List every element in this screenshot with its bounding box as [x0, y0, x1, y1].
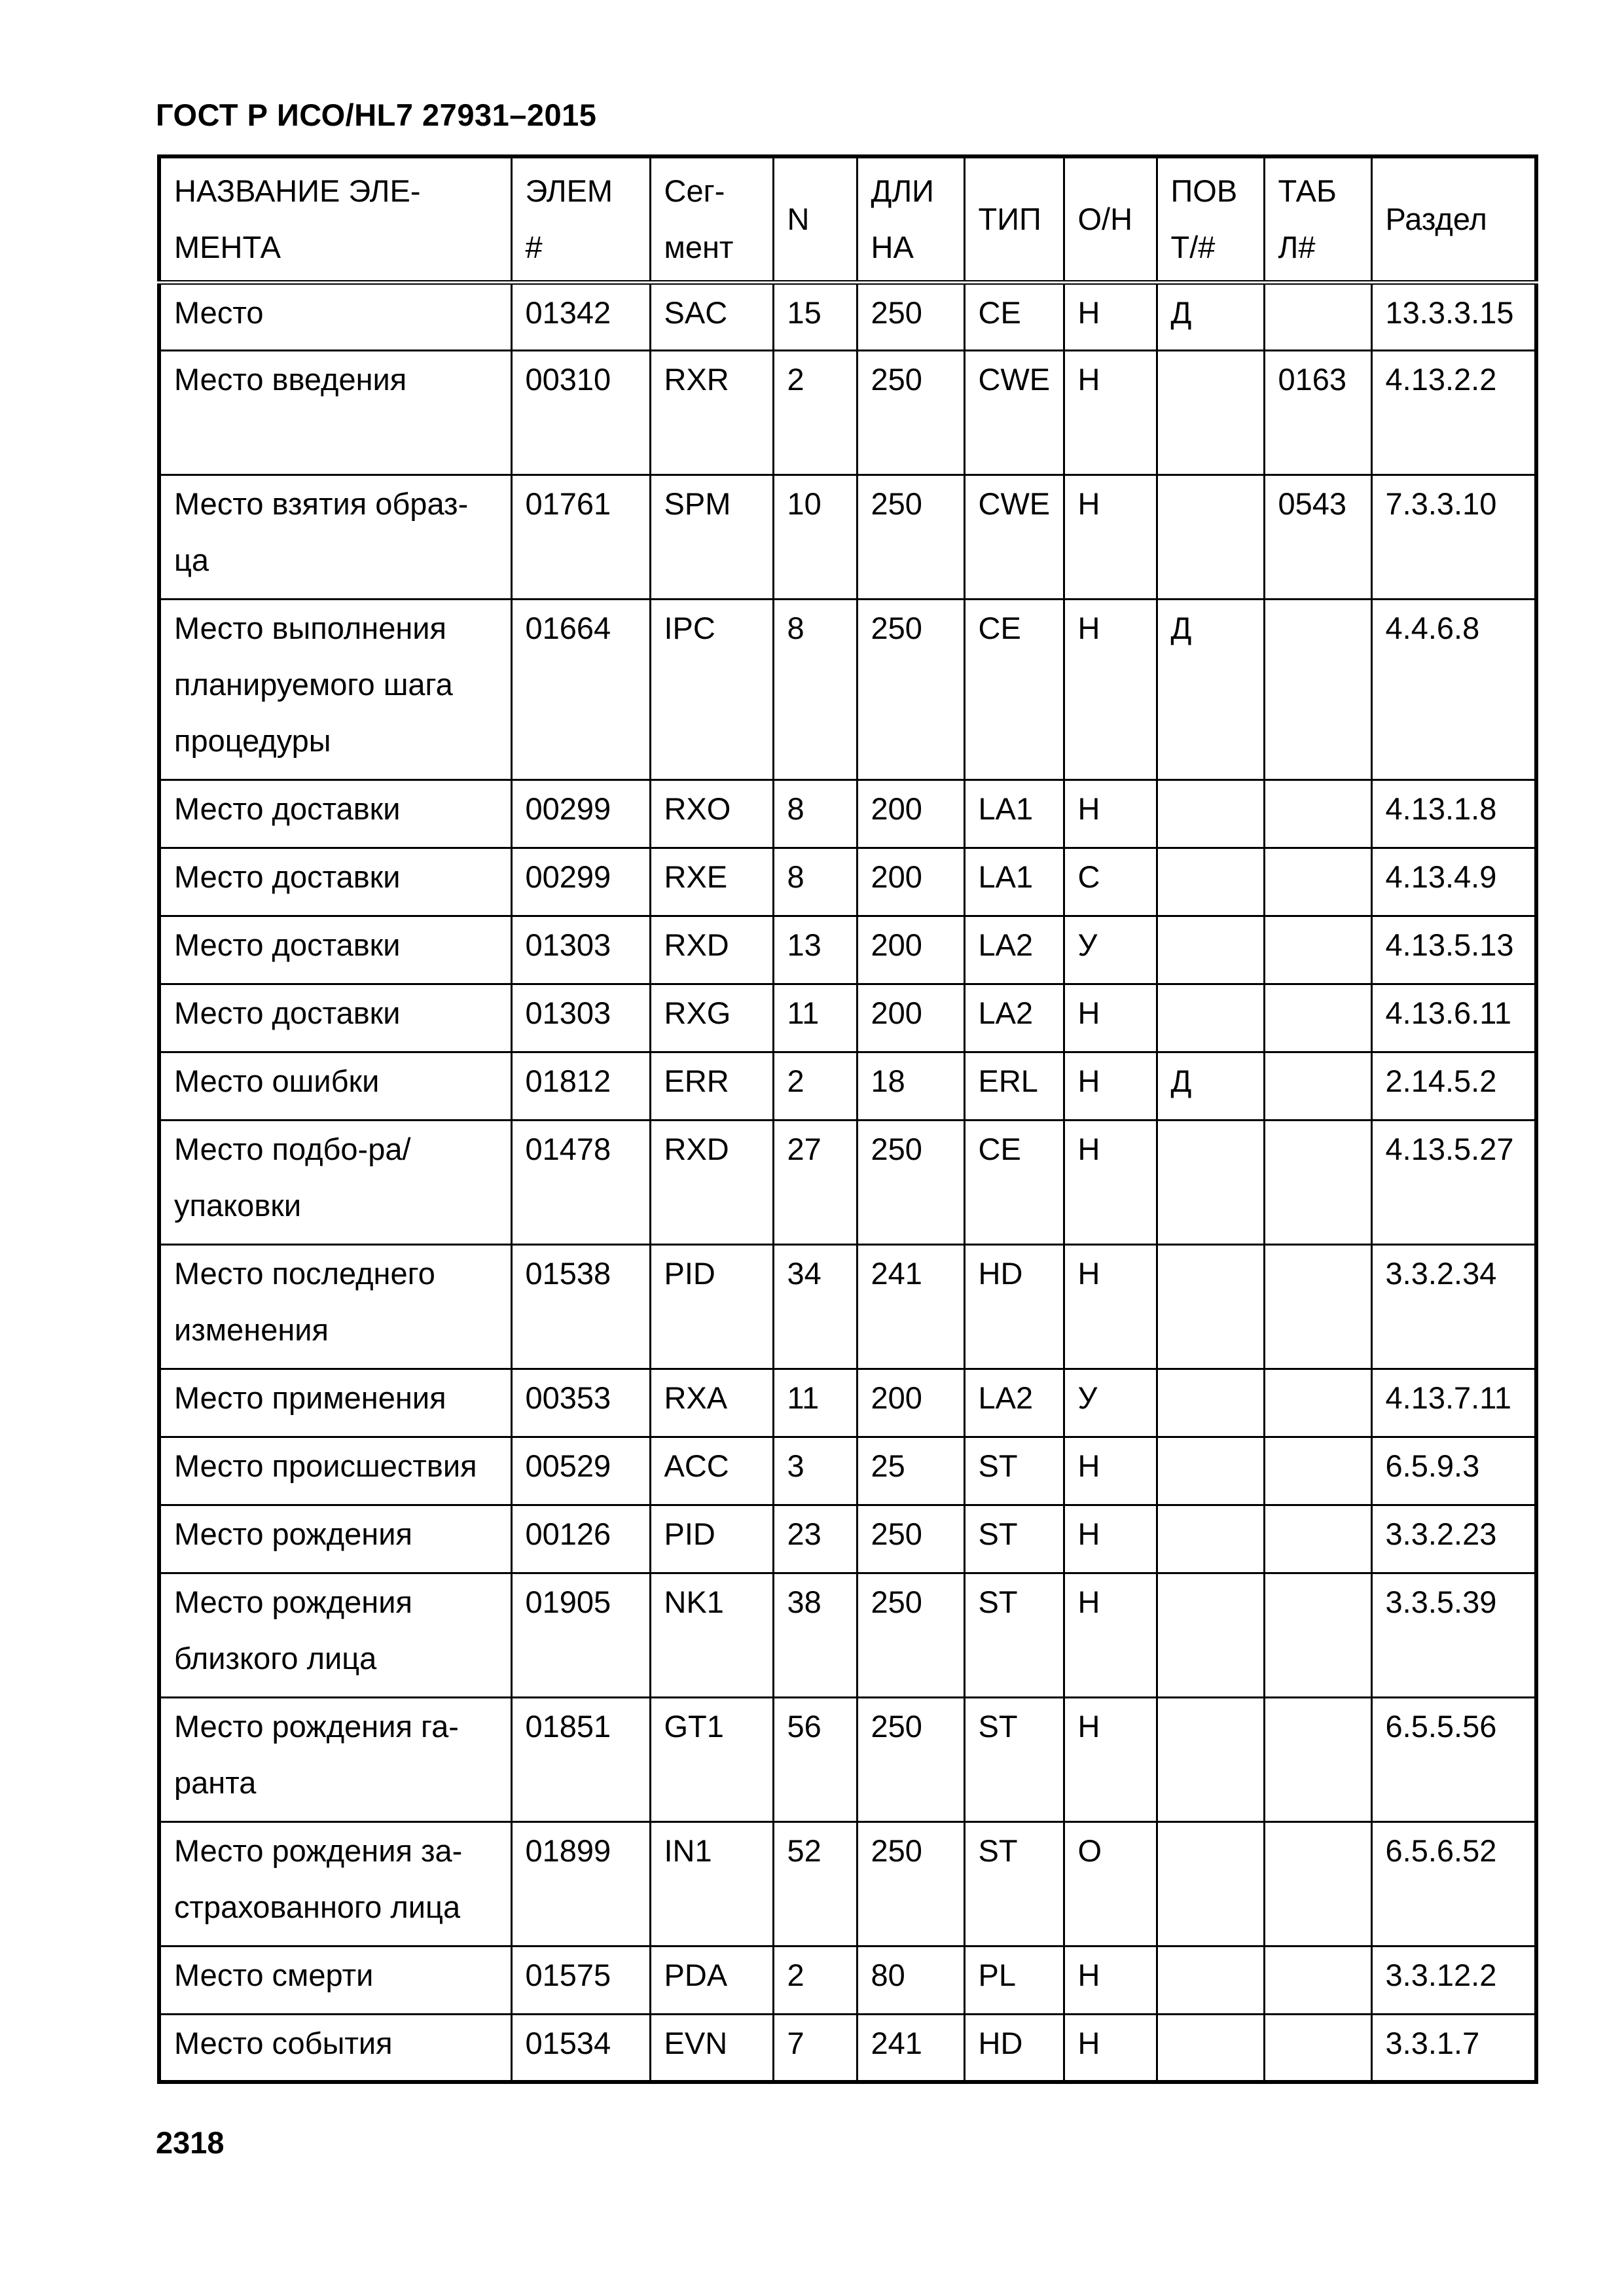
- cell-optionality: Н: [1064, 1120, 1157, 1244]
- cell-name: Место рождения близкого лица: [159, 1573, 511, 1697]
- cell-table: [1264, 1437, 1371, 1505]
- table-row: [159, 984, 1536, 1052]
- table-row: [159, 1244, 1536, 1369]
- cell-segment: RXA: [650, 1369, 773, 1437]
- column-header-section: [1371, 156, 1536, 282]
- cell-segment: ERR: [650, 1052, 773, 1120]
- cell-optionality: Н: [1064, 1052, 1157, 1120]
- column-header-table-line2: Л#: [1278, 229, 1316, 264]
- cell-table: 0163: [1264, 350, 1371, 475]
- cell-length: 18: [857, 1052, 964, 1120]
- table-row: [159, 1369, 1536, 1437]
- cell-type: CE: [964, 1120, 1064, 1244]
- cell-type: LA1: [964, 848, 1064, 916]
- cell-section: 3.3.2.23: [1371, 1505, 1536, 1573]
- cell-repetition: [1157, 1505, 1264, 1573]
- cell-optionality: Н: [1064, 780, 1157, 848]
- cell-length: 250: [857, 1821, 964, 1946]
- cell-optionality: Н: [1064, 1697, 1157, 1821]
- cell-length: 250: [857, 1697, 964, 1821]
- cell-segment: NK1: [650, 1573, 773, 1697]
- cell-length: 80: [857, 1946, 964, 2014]
- cell-n: 8: [773, 599, 857, 780]
- cell-name: Место доставки: [159, 848, 511, 916]
- cell-table: [1264, 1821, 1371, 1946]
- cell-segment: GT1: [650, 1697, 773, 1821]
- cell-elem: 00299: [511, 848, 650, 916]
- column-header-repetition-line2: Т/#: [1170, 229, 1216, 264]
- cell-segment: PDA: [650, 1946, 773, 2014]
- cell-elem: 01812: [511, 1052, 650, 1120]
- cell-type: ST: [964, 1697, 1064, 1821]
- cell-n: 2: [773, 1052, 857, 1120]
- cell-length: 200: [857, 1369, 964, 1437]
- cell-n: 38: [773, 1573, 857, 1697]
- cell-table: [1264, 780, 1371, 848]
- cell-name: Место взятия образ-ца: [159, 475, 511, 599]
- column-header-length: [857, 156, 964, 282]
- cell-name: Место рождения га-ранта: [159, 1697, 511, 1821]
- cell-name: Место смерти: [159, 1946, 511, 2014]
- table-row: [159, 1573, 1536, 1697]
- cell-name: Место происшествия: [159, 1437, 511, 1505]
- table-row: [159, 780, 1536, 848]
- cell-optionality: С: [1064, 848, 1157, 916]
- cell-repetition: [1157, 1946, 1264, 2014]
- cell-length: 250: [857, 475, 964, 599]
- cell-segment: PID: [650, 1505, 773, 1573]
- cell-optionality: Н: [1064, 1573, 1157, 1697]
- cell-n: 52: [773, 1821, 857, 1946]
- cell-repetition: Д: [1157, 1052, 1264, 1120]
- cell-length: 200: [857, 984, 964, 1052]
- cell-n: 13: [773, 916, 857, 984]
- cell-optionality: Н: [1064, 984, 1157, 1052]
- cell-repetition: [1157, 1437, 1264, 1505]
- cell-type: ERL: [964, 1052, 1064, 1120]
- cell-n: 7: [773, 2014, 857, 2082]
- cell-length: 250: [857, 350, 964, 475]
- table-row: [159, 1120, 1536, 1244]
- cell-elem: 01761: [511, 475, 650, 599]
- cell-n: 8: [773, 780, 857, 848]
- cell-segment: RXO: [650, 780, 773, 848]
- table-row: [159, 1697, 1536, 1821]
- cell-segment: SPM: [650, 475, 773, 599]
- column-header-elem-line2: #: [525, 229, 543, 264]
- cell-section: 6.5.9.3: [1371, 1437, 1536, 1505]
- cell-table: [1264, 2014, 1371, 2082]
- column-header-elem: [511, 156, 650, 282]
- column-header-segment-line2: мент: [664, 229, 734, 264]
- cell-length: 250: [857, 1573, 964, 1697]
- cell-section: 4.13.6.11: [1371, 984, 1536, 1052]
- table-row: [159, 282, 1536, 350]
- cell-type: CWE: [964, 475, 1064, 599]
- cell-n: 3: [773, 1437, 857, 1505]
- cell-repetition: [1157, 1697, 1264, 1821]
- table-row: [159, 350, 1536, 475]
- cell-section: 3.3.12.2: [1371, 1946, 1536, 2014]
- cell-name: Место последнего изменения: [159, 1244, 511, 1369]
- cell-length: 250: [857, 599, 964, 780]
- cell-name: Место рождения за-страхованного лица: [159, 1821, 511, 1946]
- table-row: [159, 2014, 1536, 2082]
- column-header-name-line2: МЕНТА: [174, 229, 281, 264]
- cell-elem: 01303: [511, 984, 650, 1052]
- cell-section: 3.3.5.39: [1371, 1573, 1536, 1697]
- cell-name: Место доставки: [159, 780, 511, 848]
- page-number: 2318: [156, 2125, 225, 2160]
- cell-repetition: [1157, 984, 1264, 1052]
- cell-length: 241: [857, 2014, 964, 2082]
- cell-optionality: Н: [1064, 1437, 1157, 1505]
- table-row: [159, 1821, 1536, 1946]
- cell-n: 8: [773, 848, 857, 916]
- cell-optionality: О: [1064, 1821, 1157, 1946]
- cell-elem: 01534: [511, 2014, 650, 2082]
- cell-optionality: Н: [1064, 1946, 1157, 2014]
- table-row: [159, 848, 1536, 916]
- cell-repetition: [1157, 1821, 1264, 1946]
- cell-type: ST: [964, 1437, 1064, 1505]
- cell-table: 0543: [1264, 475, 1371, 599]
- cell-length: 25: [857, 1437, 964, 1505]
- cell-elem: 00126: [511, 1505, 650, 1573]
- cell-table: [1264, 1573, 1371, 1697]
- cell-section: 4.13.1.8: [1371, 780, 1536, 848]
- cell-segment: IN1: [650, 1821, 773, 1946]
- cell-optionality: Н: [1064, 350, 1157, 475]
- column-header-segment-line1: Сег-: [664, 173, 725, 208]
- table-row: [159, 1946, 1536, 2014]
- cell-segment: IPC: [650, 599, 773, 780]
- cell-table: [1264, 1244, 1371, 1369]
- cell-section: 4.13.5.27: [1371, 1120, 1536, 1244]
- cell-section: 3.3.1.7: [1371, 2014, 1536, 2082]
- cell-table: [1264, 1369, 1371, 1437]
- cell-elem: 00529: [511, 1437, 650, 1505]
- cell-type: ST: [964, 1505, 1064, 1573]
- cell-elem: 01303: [511, 916, 650, 984]
- cell-table: [1264, 599, 1371, 780]
- cell-elem: 01905: [511, 1573, 650, 1697]
- cell-repetition: [1157, 350, 1264, 475]
- cell-length: 250: [857, 1120, 964, 1244]
- table-row: [159, 1437, 1536, 1505]
- cell-segment: ACC: [650, 1437, 773, 1505]
- cell-type: LA2: [964, 916, 1064, 984]
- cell-table: [1264, 848, 1371, 916]
- table-row: [159, 1052, 1536, 1120]
- cell-segment: SAC: [650, 282, 773, 350]
- column-header-table-line1: ТАБ: [1278, 173, 1337, 208]
- cell-optionality: Н: [1064, 475, 1157, 599]
- column-header-type-line1: ТИП: [978, 201, 1041, 236]
- cell-name: Место введения: [159, 350, 511, 475]
- column-header-elem-line1: ЭЛЕМ: [525, 173, 613, 208]
- cell-table: [1264, 282, 1371, 350]
- column-header-optionality: [1064, 156, 1157, 282]
- cell-elem: 00299: [511, 780, 650, 848]
- cell-elem: 01342: [511, 282, 650, 350]
- table-row: [159, 475, 1536, 599]
- cell-type: LA1: [964, 780, 1064, 848]
- cell-elem: 00310: [511, 350, 650, 475]
- column-header-n: [773, 156, 857, 282]
- cell-section: 4.13.5.13: [1371, 916, 1536, 984]
- cell-optionality: У: [1064, 1369, 1157, 1437]
- cell-name: Место подбо-ра/упаковки: [159, 1120, 511, 1244]
- cell-segment: RXD: [650, 916, 773, 984]
- cell-type: HD: [964, 1244, 1064, 1369]
- cell-n: 56: [773, 1697, 857, 1821]
- cell-repetition: [1157, 916, 1264, 984]
- cell-type: PL: [964, 1946, 1064, 2014]
- column-header-name-line1: НАЗВАНИЕ ЭЛЕ-: [174, 173, 421, 208]
- column-header-section-line1: Раздел: [1385, 201, 1487, 236]
- cell-table: [1264, 1697, 1371, 1821]
- cell-type: CE: [964, 599, 1064, 780]
- cell-repetition: [1157, 475, 1264, 599]
- column-header-repetition-line1: ПОВ: [1170, 173, 1238, 208]
- cell-length: 200: [857, 916, 964, 984]
- table-row: [159, 916, 1536, 984]
- column-header-repetition: [1157, 156, 1264, 282]
- table-row: [159, 1505, 1536, 1573]
- cell-n: 10: [773, 475, 857, 599]
- cell-segment: PID: [650, 1244, 773, 1369]
- cell-section: 7.3.3.10: [1371, 475, 1536, 599]
- column-header-segment: [650, 156, 773, 282]
- cell-name: Место выполнения планируемого шага процедуры: [159, 599, 511, 780]
- cell-table: [1264, 1120, 1371, 1244]
- cell-n: 27: [773, 1120, 857, 1244]
- cell-section: 3.3.2.34: [1371, 1244, 1536, 1369]
- cell-table: [1264, 1946, 1371, 2014]
- cell-length: 250: [857, 282, 964, 350]
- cell-repetition: [1157, 2014, 1264, 2082]
- cell-name: Место применения: [159, 1369, 511, 1437]
- cell-type: CWE: [964, 350, 1064, 475]
- cell-n: 11: [773, 1369, 857, 1437]
- cell-length: 200: [857, 780, 964, 848]
- cell-table: [1264, 916, 1371, 984]
- cell-segment: RXG: [650, 984, 773, 1052]
- cell-optionality: Н: [1064, 599, 1157, 780]
- cell-repetition: [1157, 780, 1264, 848]
- column-header-name: [159, 156, 511, 282]
- cell-length: 241: [857, 1244, 964, 1369]
- column-header-length-line2: НА: [871, 229, 914, 264]
- cell-name: Место: [159, 282, 511, 350]
- cell-section: 13.3.3.15: [1371, 282, 1536, 350]
- cell-table: [1264, 1505, 1371, 1573]
- cell-repetition: [1157, 1573, 1264, 1697]
- column-header-length-line1: ДЛИ: [871, 173, 934, 208]
- table-body: [159, 282, 1536, 2082]
- cell-name: Место рождения: [159, 1505, 511, 1573]
- cell-n: 34: [773, 1244, 857, 1369]
- cell-repetition: [1157, 1244, 1264, 1369]
- cell-type: ST: [964, 1573, 1064, 1697]
- cell-type: LA2: [964, 1369, 1064, 1437]
- cell-n: 2: [773, 350, 857, 475]
- cell-segment: EVN: [650, 2014, 773, 2082]
- cell-repetition: [1157, 1369, 1264, 1437]
- cell-optionality: Н: [1064, 282, 1157, 350]
- cell-section: 6.5.5.56: [1371, 1697, 1536, 1821]
- cell-name: Место доставки: [159, 916, 511, 984]
- table-header-row: [159, 156, 1536, 282]
- cell-section: 4.13.4.9: [1371, 848, 1536, 916]
- cell-n: 15: [773, 282, 857, 350]
- cell-type: HD: [964, 2014, 1064, 2082]
- cell-section: 4.4.6.8: [1371, 599, 1536, 780]
- cell-elem: 00353: [511, 1369, 650, 1437]
- cell-section: 2.14.5.2: [1371, 1052, 1536, 1120]
- cell-repetition: [1157, 1120, 1264, 1244]
- cell-optionality: У: [1064, 916, 1157, 984]
- cell-table: [1264, 1052, 1371, 1120]
- cell-name: Место события: [159, 2014, 511, 2082]
- column-header-type: [964, 156, 1064, 282]
- data-element-table: [157, 154, 1538, 2084]
- cell-repetition: [1157, 848, 1264, 916]
- cell-segment: RXD: [650, 1120, 773, 1244]
- cell-section: 6.5.6.52: [1371, 1821, 1536, 1946]
- cell-optionality: Н: [1064, 2014, 1157, 2082]
- cell-elem: 01664: [511, 599, 650, 780]
- column-header-table: [1264, 156, 1371, 282]
- column-header-optionality-line1: О/Н: [1077, 201, 1133, 236]
- cell-name: Место доставки: [159, 984, 511, 1052]
- cell-n: 11: [773, 984, 857, 1052]
- cell-section: 4.13.7.11: [1371, 1369, 1536, 1437]
- cell-type: CE: [964, 282, 1064, 350]
- cell-n: 2: [773, 1946, 857, 2014]
- cell-name: Место ошибки: [159, 1052, 511, 1120]
- column-header-n-line1: N: [787, 201, 810, 236]
- cell-type: LA2: [964, 984, 1064, 1052]
- cell-type: ST: [964, 1821, 1064, 1946]
- cell-optionality: Н: [1064, 1505, 1157, 1573]
- cell-repetition: Д: [1157, 599, 1264, 780]
- cell-length: 200: [857, 848, 964, 916]
- cell-table: [1264, 984, 1371, 1052]
- cell-elem: 01538: [511, 1244, 650, 1369]
- cell-segment: RXR: [650, 350, 773, 475]
- cell-repetition: Д: [1157, 282, 1264, 350]
- document-header: ГОСТ Р ИСО/HL7 27931–2015: [156, 98, 597, 132]
- cell-elem: 01851: [511, 1697, 650, 1821]
- cell-section: 4.13.2.2: [1371, 350, 1536, 475]
- cell-elem: 01899: [511, 1821, 650, 1946]
- cell-n: 23: [773, 1505, 857, 1573]
- table-row: [159, 599, 1536, 780]
- cell-elem: 01478: [511, 1120, 650, 1244]
- cell-optionality: Н: [1064, 1244, 1157, 1369]
- cell-segment: RXE: [650, 848, 773, 916]
- cell-length: 250: [857, 1505, 964, 1573]
- cell-elem: 01575: [511, 1946, 650, 2014]
